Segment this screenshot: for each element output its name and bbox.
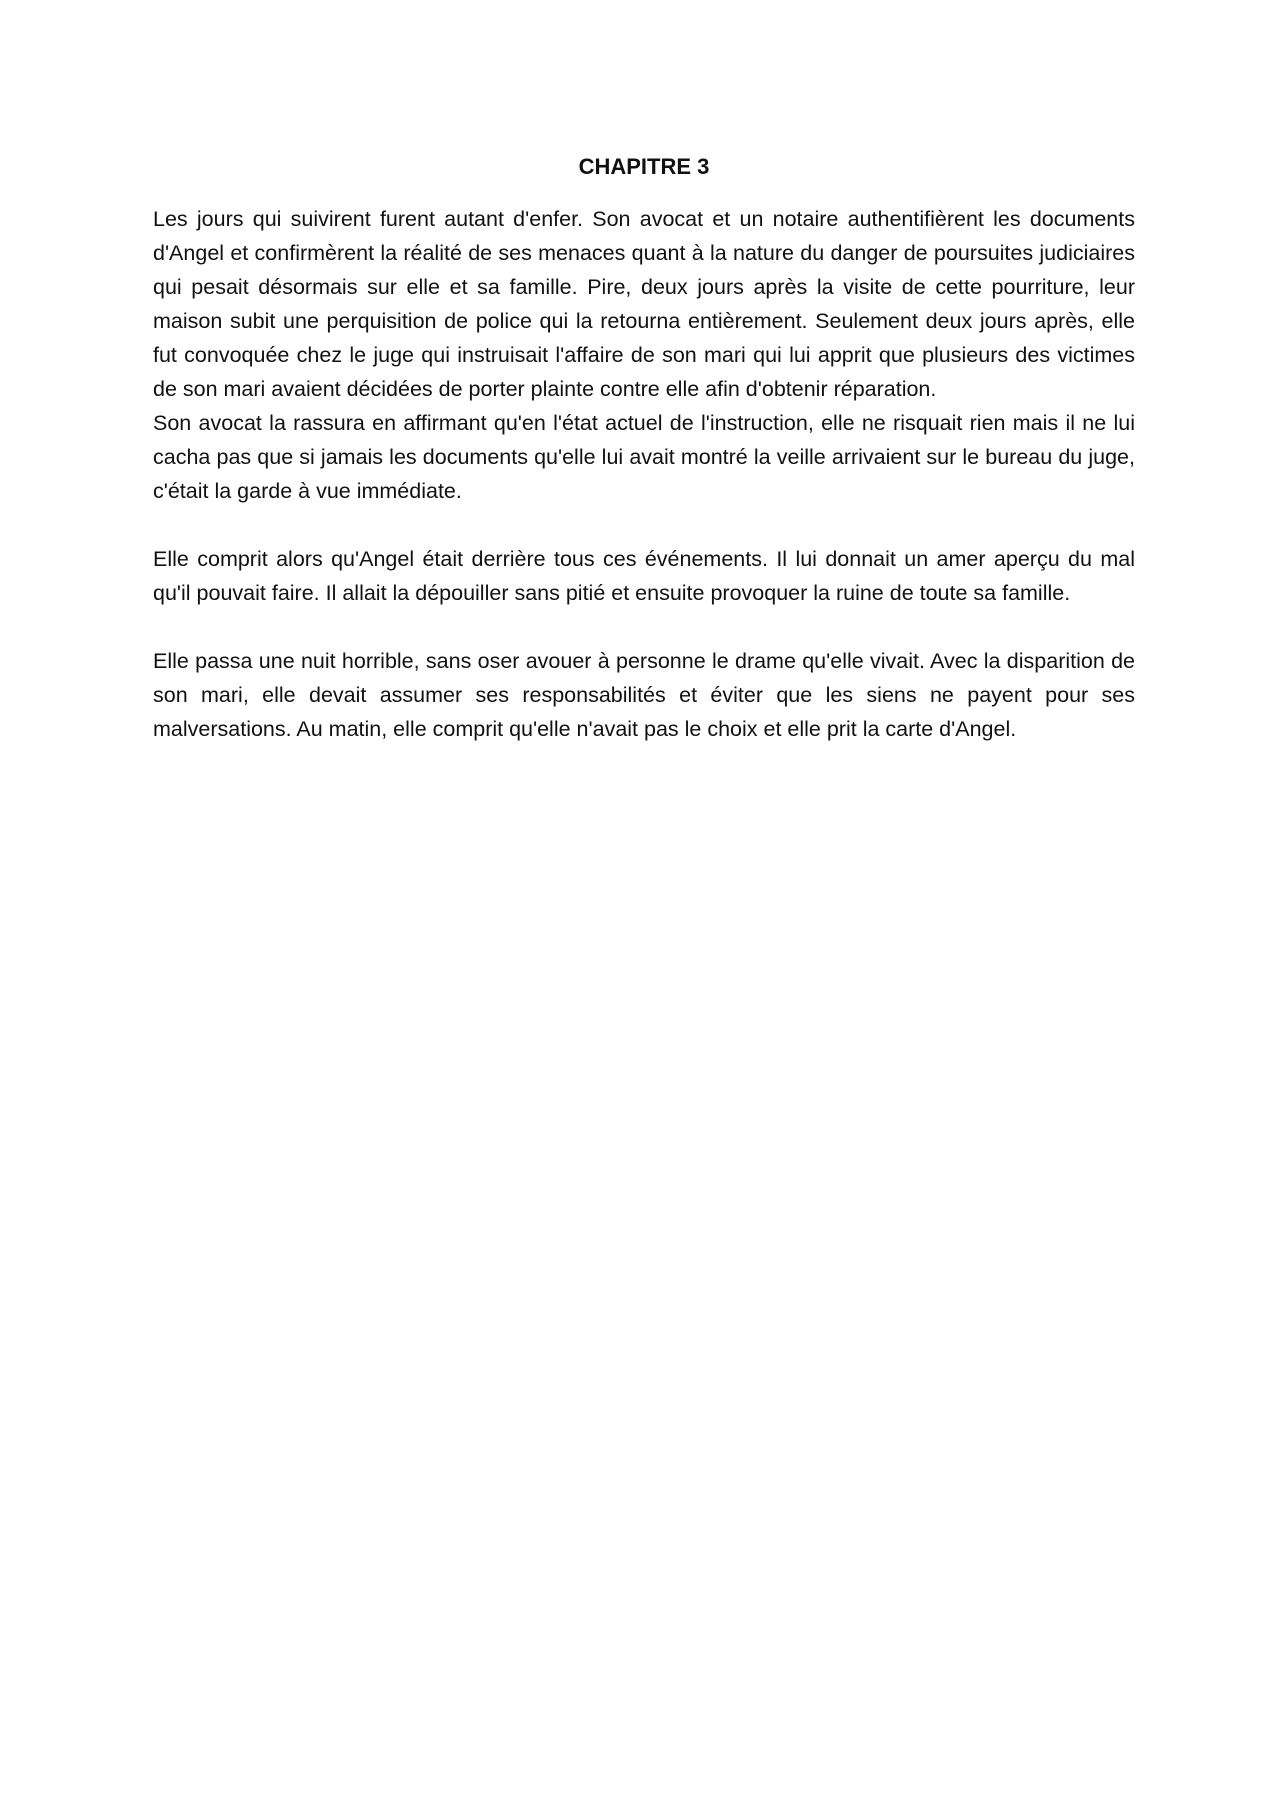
- document-body: [153, 150, 1135, 746]
- paragraph-2: Son avocat la rassura en affirmant qu'en l'état actuel de l'instruction, elle ne risquait rien mais il ne lui cacha pas que si jamais les documents qu'elle lui avait montré la veille arrivaient sur le bureau du juge, c'était la garde à vue immédiate.: [153, 411, 1135, 503]
- paragraph-3: Elle comprit alors qu'Angel était derrière tous ces événements. Il lui donnait un amer aperçu du mal qu'il pouvait faire. Il allait la dépouiller sans pitié et ensuite provoquer la ruine de toute sa famille.: [153, 547, 1135, 605]
- paragraph-1: Les jours qui suivirent furent autant d'enfer. Son avocat et un notaire authentifièrent les documents d'Angel et confirmèrent la réalité de ses menaces quant à la nature du danger de poursuites judiciaires qui pesait désormais sur elle et sa famille. Pire, deux jours après la visite de cette pourriture, leur maison subit une perquisition de police qui la retourna entièrement. Seulement deux jours après, elle fut convoquée chez le juge qui instruisait l'affaire de son mari qui lui apprit que plusieurs des victimes de son mari avaient décidées de porter plainte contre elle afin d'obtenir réparation.: [153, 207, 1135, 401]
- paragraph-4: Elle passa une nuit horrible, sans oser avouer à personne le drame qu'elle vivait. Avec la disparition de son mari, elle devait assumer ses responsabilités et éviter que les siens ne payent pour ses malversations. Au matin, elle comprit qu'elle n'avait pas le choix et elle prit la carte d'Angel.: [153, 649, 1135, 741]
- paragraph-spacer: [153, 508, 1135, 542]
- chapter-title: CHAPITRE 3: [578, 154, 710, 179]
- paragraph-spacer: [153, 610, 1135, 644]
